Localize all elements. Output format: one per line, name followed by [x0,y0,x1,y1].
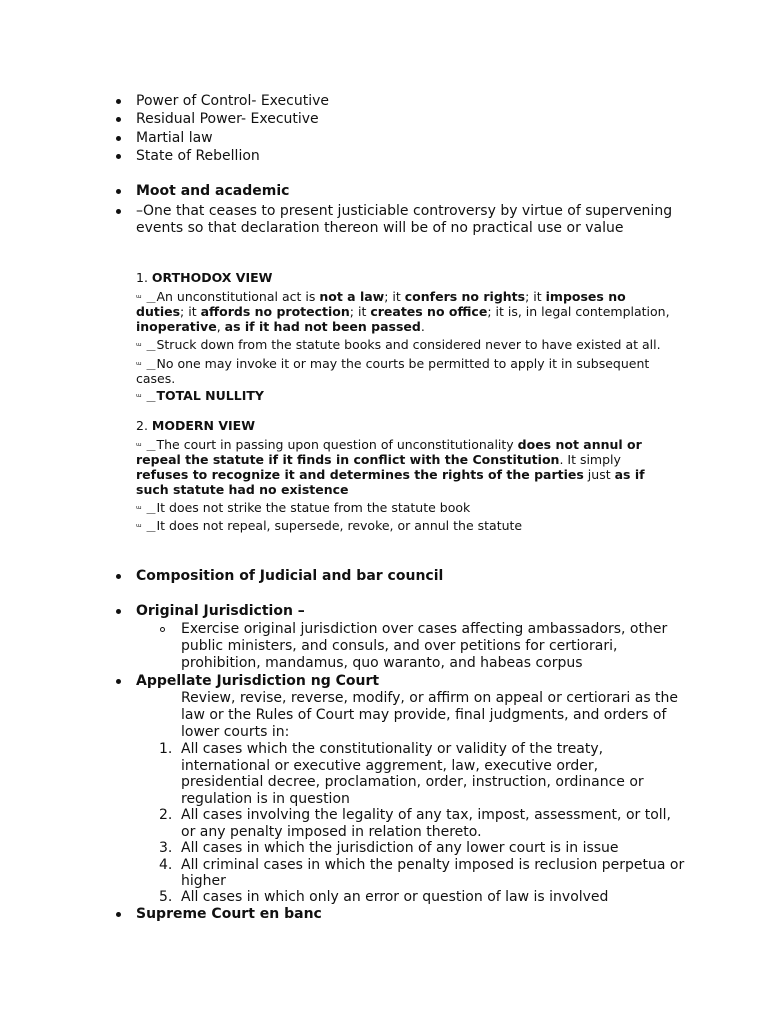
orthodox-point1-line1: ᵚ ⎽An unconstitutional act is not a law; it confers no rights; it imposes no [136,289,626,304]
appellate-item-line: or any penalty imposed in relation thereto. [181,824,482,840]
appellate-item-line: presidential decree, proclamation, order, instruction, ordinance or [181,774,644,790]
appellate-item-line: All cases involving the legality of any tax, impost, assessment, or toll, [181,807,672,823]
bullet-power-of-control: Power of Control- Executive [136,93,329,109]
appellate-item-number: 4. [159,857,173,873]
bullet-dot [116,117,121,122]
bullet-dot [116,99,121,104]
marker-icon: ᵚ ⎽ [136,361,157,371]
modern-point1-line4: such statute had no existence [136,482,349,497]
appellate-jurisdiction-heading: Appellate Jurisdiction ng Court [136,673,380,689]
marker-icon: ᵚ ⎽ [136,505,157,515]
appellate-item-line: international or executive aggrement, law, executive order, [181,758,599,774]
orthodox-point2: ᵚ ⎽Struck down from the statute books and considered never to have existed at all. [136,337,661,352]
modern-point2: ᵚ ⎽It does not strike the statue from the statute book [136,500,471,515]
bullet-state-of-rebellion: State of Rebellion [136,148,260,164]
appellate-item-line: All cases which the constitutionality or validity of the treaty, [181,741,604,757]
orthodox-point3-line1: ᵚ ⎽No one may invoke it or may the courts be permitted to apply it in subsequent [136,356,650,371]
orthodox-number: 1. [136,270,148,285]
bullet-dot [116,679,121,684]
appellate-item-line: All cases in which the jurisdiction of any lower court is in issue [181,840,619,856]
modern-heading [136,418,255,434]
appellate-item-line: regulation is in question [181,791,350,807]
appellate-item-line: higher [181,873,226,889]
jbc-heading: Composition of Judicial and bar council [136,568,444,584]
appellate-intro-line2: law or the Rules of Court may provide, final judgments, and orders of [181,707,667,723]
bullet-dot [116,209,121,214]
bullet-dot [116,609,121,614]
appellate-item-number: 1. [159,741,173,757]
supreme-court-heading: Supreme Court en banc [136,906,322,922]
appellate-item-line: All cases in which only an error or question of law is involved [181,889,609,905]
orthodox-point3-line2: cases. [136,371,176,386]
marker-icon: ᵚ ⎽ [136,393,157,403]
appellate-intro-line1: Review, revise, reverse, modify, or affirm on appeal or certiorari as the [181,690,679,706]
modern-point1-line3: refuses to recognize it and determines the rights of the parties just as if [136,467,645,482]
modern-number: 2. [136,418,148,433]
appellate-item-number: 2. [159,807,173,823]
bullet-residual-power: Residual Power- Executive [136,111,319,127]
bullet-dot [116,189,121,194]
marker-icon: ᵚ ⎽ [136,294,157,304]
moot-definition-line2: events so that declaration thereon will be of no practical use or value [136,220,624,236]
bullet-dot [116,136,121,141]
appellate-item-number: 3. [159,840,173,856]
modern-title: MODERN VIEW [151,418,255,433]
marker-icon: ᵚ ⎽ [136,523,157,533]
orthodox-title: ORTHODOX VIEW [151,270,273,285]
original-jurisdiction-heading: Original Jurisdiction – [136,603,305,619]
appellate-item-number: 5. [159,889,173,905]
sub-bullet-circle [160,627,165,632]
orthodox-point1-line3: inoperative, as if it had not been passed. [136,319,425,334]
bullet-dot [116,912,121,917]
appellate-intro-line3: lower courts in: [181,724,290,740]
modern-point1-line2: repeal the statute if it finds in conflict with the Constitution. It simply [136,452,621,467]
orthodox-point1-line2: duties; it affords no protection; it creates no office; it is, in legal contemplation, [136,304,670,319]
original-jurisdiction-line3: prohibition, mandamus, quo waranto, and habeas corpus [181,655,583,671]
appellate-item-line: All criminal cases in which the penalty imposed is reclusion perpetua or [181,857,685,873]
modern-point3: ᵚ ⎽It does not repeal, supersede, revoke, or annul the statute [136,518,523,533]
bullet-dot [116,154,121,159]
orthodox-point4: ᵚ ⎽TOTAL NULLITY [136,388,264,403]
original-jurisdiction-line2: public ministers, and consuls, and over petitions for certiorari, [181,638,618,654]
bullet-martial-law: Martial law [136,130,213,146]
modern-point1-line1: ᵚ ⎽The court in passing upon question of unconstitutionality does not annul or [136,437,642,452]
orthodox-heading [136,270,272,286]
moot-definition-line1: –One that ceases to present justiciable controversy by virtue of supervening [136,203,673,219]
original-jurisdiction-line1: Exercise original jurisdiction over cases affecting ambassadors, other [181,621,668,637]
marker-icon: ᵚ ⎽ [136,342,157,352]
marker-icon: ᵚ ⎽ [136,442,157,452]
moot-heading: Moot and academic [136,183,290,199]
bullet-dot [116,574,121,579]
